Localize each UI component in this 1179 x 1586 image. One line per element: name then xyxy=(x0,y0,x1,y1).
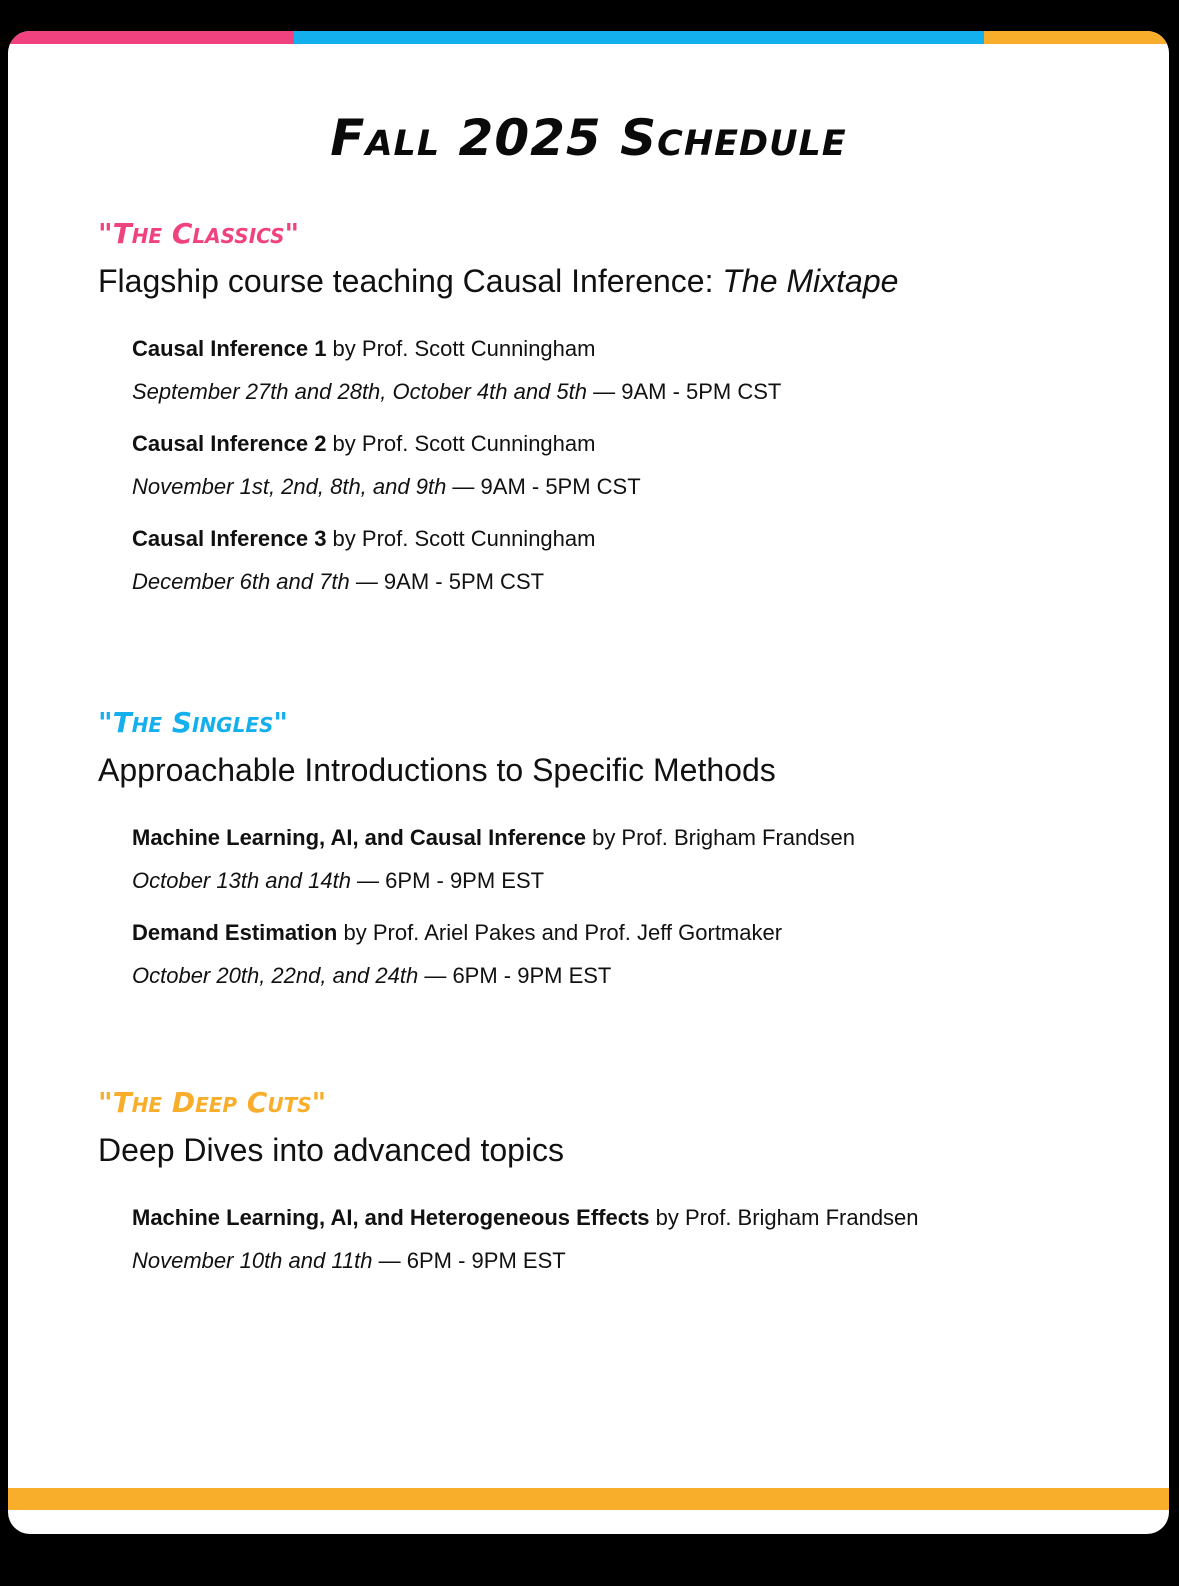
course-time: — 9AM - 5PM CST xyxy=(587,379,782,404)
course-dates: September 27th and 28th, October 4th and 5th xyxy=(132,379,587,404)
course-instructor: by Prof. Scott Cunningham xyxy=(326,526,596,551)
section-description-text: Flagship course teaching Causal Inference: xyxy=(98,263,723,299)
course-name: Machine Learning, AI, and Causal Inference xyxy=(132,825,586,850)
course-item xyxy=(132,919,1098,990)
course-item xyxy=(132,335,1098,406)
course-list xyxy=(98,1204,1098,1275)
course-dates: December 6th and 7th xyxy=(132,569,350,594)
course-name: Demand Estimation xyxy=(132,920,338,945)
section-tag: "The Deep Cuts" xyxy=(98,1086,327,1119)
course-name: Causal Inference 2 xyxy=(132,431,327,456)
section-description-text: Approachable Introductions to Specific Methods xyxy=(98,752,776,788)
course-dates: November 1st, 2nd, 8th, and 9th xyxy=(132,474,447,499)
course-item xyxy=(132,430,1098,501)
course-instructor: by Prof. Scott Cunningham xyxy=(326,336,596,361)
course-time: — 6PM - 9PM EST xyxy=(418,963,612,988)
section-classics xyxy=(98,217,1098,620)
course-list xyxy=(98,824,1098,990)
course-time: — 6PM - 9PM EST xyxy=(372,1248,566,1273)
course-dates: November 10th and 11th xyxy=(132,1248,373,1273)
course-instructor: by Prof. Brigham Frandsen xyxy=(585,825,855,850)
course-name: Machine Learning, AI, and Heterogeneous Effects xyxy=(132,1205,650,1230)
course-time: — 9AM - 5PM CST xyxy=(349,569,545,594)
course-instructor: by Prof. Ariel Pakes and Prof. Jeff Gortmaker xyxy=(337,920,783,945)
top-bar-orange xyxy=(984,31,1169,44)
course-time: — 9AM - 5PM CST xyxy=(446,474,641,499)
course-instructor: by Prof. Brigham Frandsen xyxy=(649,1205,919,1230)
section-description xyxy=(98,261,1098,301)
schedule-card xyxy=(8,31,1169,1534)
course-name: Causal Inference 1 xyxy=(132,336,327,361)
course-item xyxy=(132,824,1098,895)
course-time: — 6PM - 9PM EST xyxy=(350,868,545,893)
section-description xyxy=(98,750,1098,790)
section-description-text: Deep Dives into advanced topics xyxy=(98,1132,565,1168)
top-color-bar xyxy=(8,31,1169,44)
section-singles xyxy=(98,706,1098,1014)
section-tag: "The Classics" xyxy=(98,217,300,250)
bottom-color-bar xyxy=(8,1488,1169,1510)
section-tag: "The Singles" xyxy=(98,706,288,739)
course-list xyxy=(98,335,1098,596)
top-bar-pink xyxy=(8,31,294,44)
course-dates: October 13th and 14th xyxy=(132,868,351,893)
course-dates: October 20th, 22nd, and 24th xyxy=(132,963,419,988)
top-bar-blue xyxy=(294,31,984,44)
course-item xyxy=(132,525,1098,596)
course-name: Causal Inference 3 xyxy=(132,526,327,551)
section-deep-cuts xyxy=(98,1086,1098,1299)
page-title: Fall 2025 Schedule xyxy=(330,109,847,167)
section-description-italic: The Mixtape xyxy=(722,263,899,299)
course-instructor: by Prof. Scott Cunningham xyxy=(326,431,596,456)
section-description xyxy=(98,1130,1098,1170)
course-item xyxy=(132,1204,1098,1275)
